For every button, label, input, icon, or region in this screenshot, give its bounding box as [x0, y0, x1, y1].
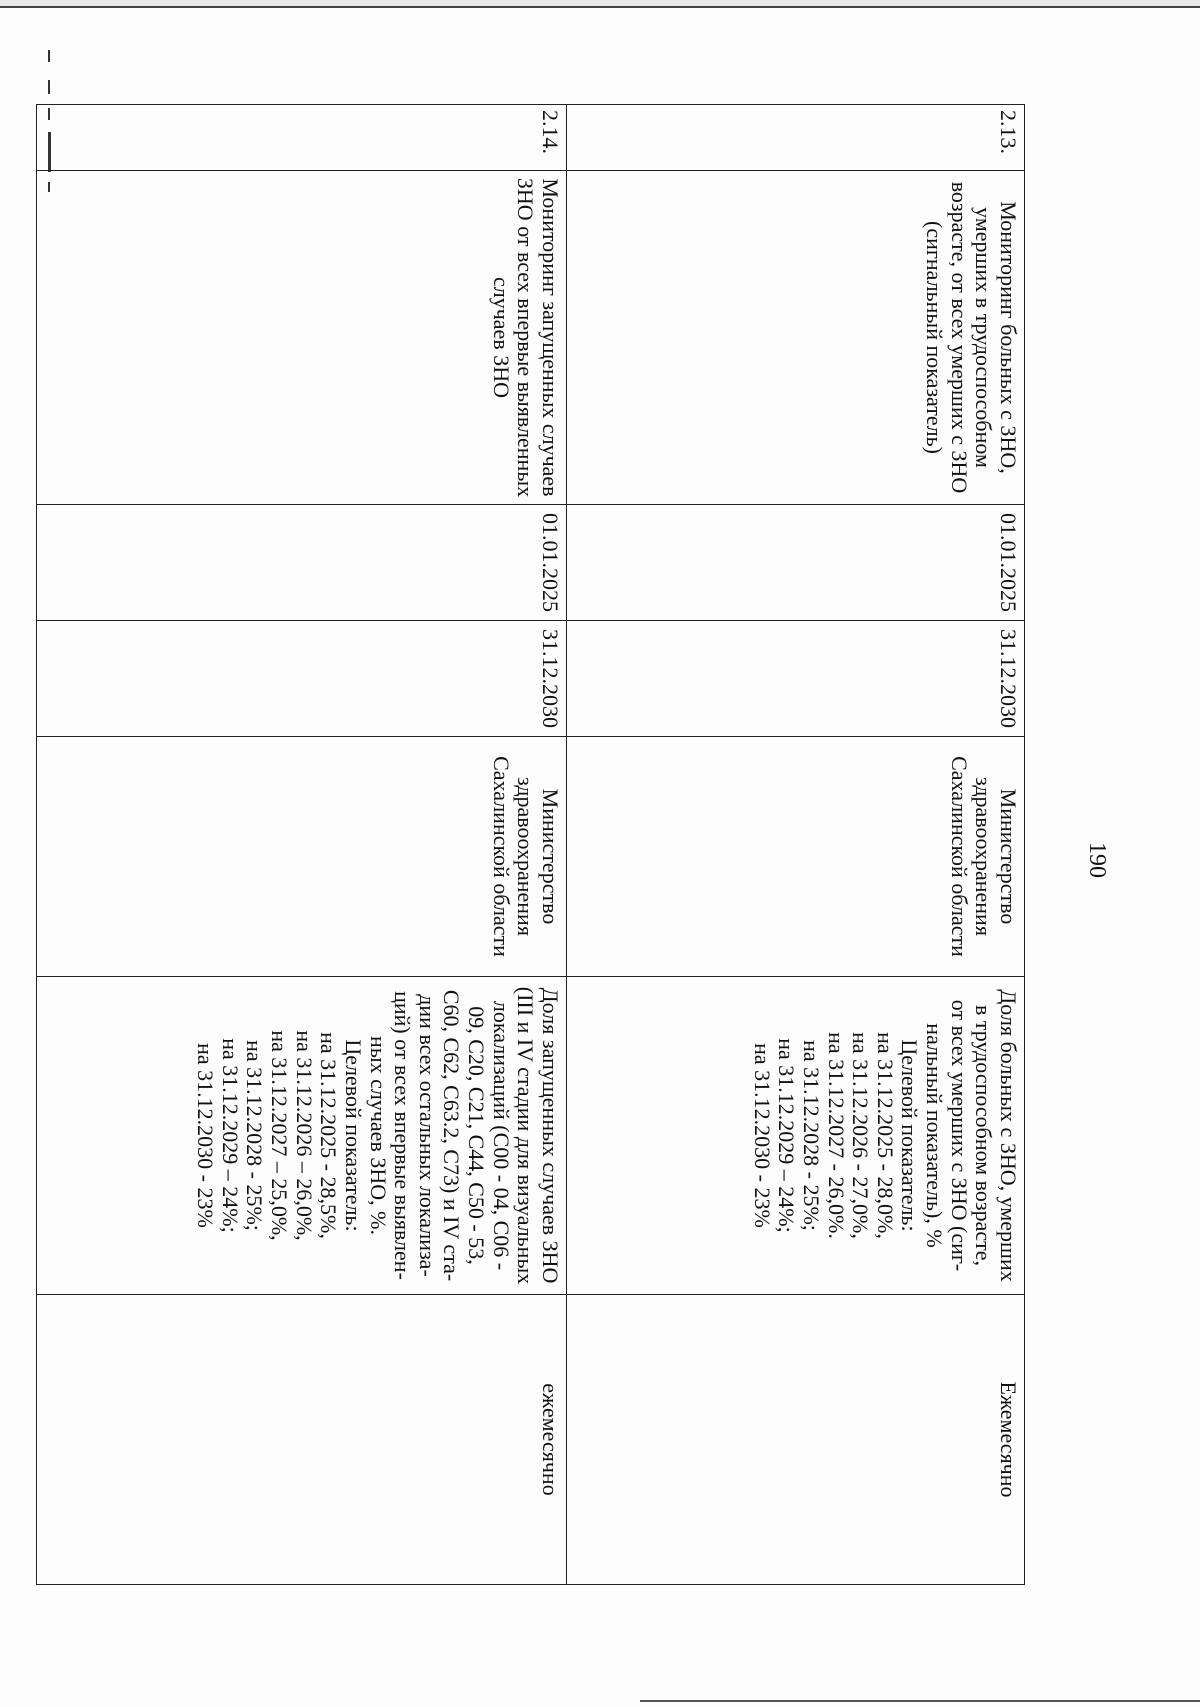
page-number: 190 — [1084, 842, 1110, 878]
indicator-line: Доля запущенных случаев ЗНО — [538, 987, 563, 1284]
periodicity: ежемесячно — [37, 1295, 567, 1585]
indicator-line: С60, С62, С63.2, С73) и IV ста- — [439, 989, 465, 1282]
measures-table — [36, 104, 1025, 1585]
indicator-line: ций) от всех впервые выявлен- — [390, 991, 416, 1280]
indicator-line: на 31.12.2029 – 24%; — [217, 1038, 243, 1233]
rotated-content — [40, 40, 1150, 1660]
indicator-line: на 31.12.2025 - 28,5%, — [316, 1032, 342, 1239]
indicator-line: на 31.12.2030 - 23% — [193, 1043, 219, 1228]
periodicity: Ежемесячно — [567, 1295, 1025, 1585]
indicator-line: на 31.12.2029 – 24%; — [774, 1038, 800, 1233]
indicator — [37, 977, 567, 1295]
measure-name: Мониторинг запущенных случаев ЗНО от всех впервые выявленных случаев ЗНО — [37, 171, 567, 505]
indicator-line: Целевой показатель: — [341, 1039, 366, 1232]
indicator-line: на 31.12.2027 - 26,0%. — [823, 1032, 849, 1239]
indicator-line: на 31.12.2026 - 27,0%, — [848, 1032, 874, 1239]
indicator-line: на 31.12.2025 - 28,0%, — [872, 1032, 898, 1239]
scan-edge-bottom — [640, 1700, 1200, 1702]
indicator-line: ных случаев ЗНО, %. — [365, 1036, 391, 1235]
table-row — [37, 105, 567, 1585]
indicator-line: Целевой показатель: — [897, 1039, 923, 1232]
responsible: Министерство здравоохранения Сахалинской области — [37, 737, 567, 977]
indicator-line: 09, С20, С21, С44, С50 - 53, — [464, 1006, 490, 1265]
start-date: 01.01.2025 — [567, 505, 1025, 621]
indicator-line: на 31.12.2026 – 26,0%, — [291, 1030, 317, 1241]
measure-name: Мониторинг больных с ЗНО, умерших в трудоспособном возрасте, от всех умерших с ЗНО (сигнальный показатель) — [567, 171, 1025, 505]
end-date: 31.12.2030 — [567, 621, 1025, 737]
indicator-line: нальный показатель), % — [922, 1023, 948, 1248]
indicator-line: в трудоспособном возрасте, — [971, 1005, 997, 1266]
indicator-line: (III и IV стадии для визуальных — [513, 986, 539, 1285]
indicator-line: дии всех остальных локализа- — [414, 994, 440, 1277]
start-date: 01.01.2025 — [37, 505, 567, 621]
indicator-line: на 31.12.2028 - 25%; — [242, 1040, 268, 1231]
scan-edge-top — [0, 0, 1200, 8]
responsible: Министерство здравоохранения Сахалинской области — [567, 737, 1025, 977]
row-number: 2.13. — [567, 105, 1025, 171]
indicator-line: на 31.12.2030 - 23% — [749, 1043, 775, 1228]
indicator-line: от всех умерших с ЗНО (сиг- — [946, 999, 972, 1272]
row-number: 2.14. — [37, 105, 567, 171]
indicator-line: локализаций (С00 - 04, С06 - — [488, 1000, 514, 1271]
indicator — [567, 977, 1025, 1295]
table-row — [567, 105, 1025, 1585]
indicator-line: на 31.12.2028 - 25%; — [799, 1040, 824, 1231]
indicator-line: Доля больных с ЗНО, умерших — [996, 989, 1021, 1282]
end-date: 31.12.2030 — [37, 621, 567, 737]
indicator-line: на 31.12.2027 – 25,0%, — [267, 1030, 293, 1241]
